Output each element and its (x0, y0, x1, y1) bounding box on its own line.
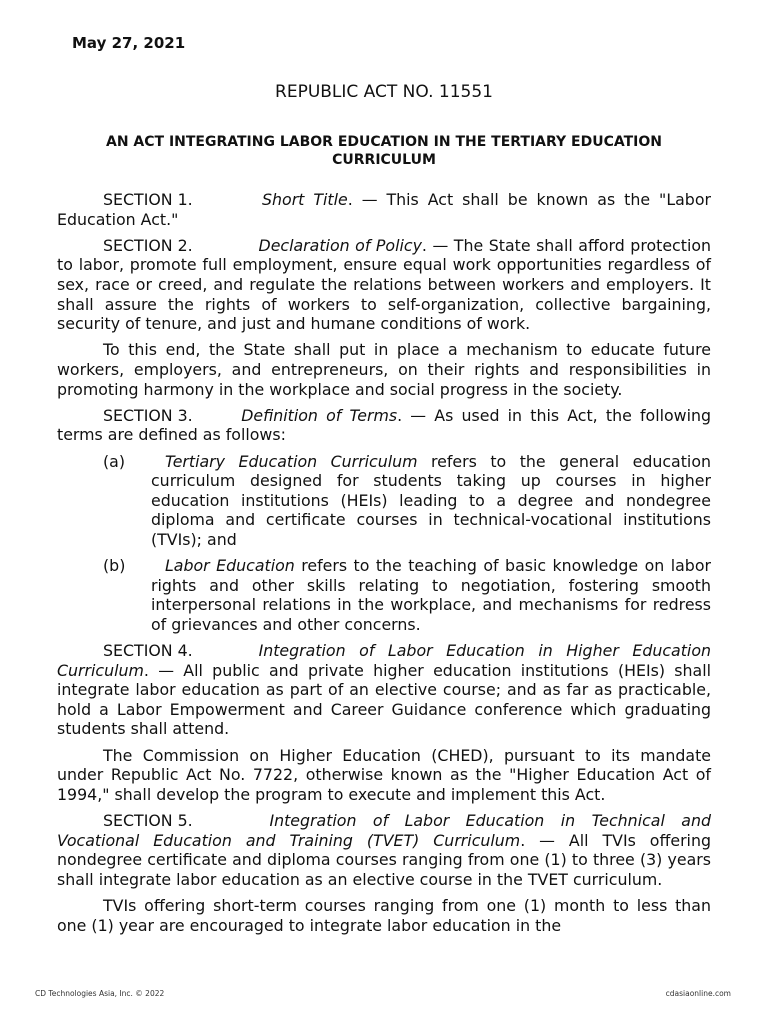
section-text: . — All public and private higher education institutions (HEIs) shall integrate labor education as part of an elective course; and as far as practicable, hold a Labor Empowerment and Career Guidance conference which graduating students shall attend. (57, 660, 711, 739)
definition-text: refers to the teaching of basic knowledge on labor rights and other skills relating to negotiation, fostering smooth interpersonal relations in the workplace, and mechanisms for redress of grievances and other concerns. (151, 556, 711, 634)
section-heading: Integration of Labor Education in Higher Education Curriculum (57, 641, 712, 680)
section-label: SECTION 3. (103, 405, 193, 425)
footer-website: cdasiaonline.com (665, 989, 731, 998)
section-heading: Integration of Labor Education in Technical and Vocational Education and Training (TVET) Curriculum (57, 810, 711, 850)
defined-term: Tertiary Education Curriculum (165, 451, 418, 471)
section-4 (57, 641, 711, 739)
section-2 (57, 236, 711, 334)
section-label: SECTION 5. (103, 810, 193, 830)
item-marker: (b) (103, 556, 126, 576)
section-label: SECTION 1. (103, 190, 193, 209)
section-5 (57, 811, 711, 889)
act-number: REPUBLIC ACT NO. 11551 (275, 82, 493, 102)
section-2-paragraph-2: To this end, the State shall put in place a mechanism to educate future workers, employers, and entrepreneurs, on their rights and responsibilities in promoting harmony in the workplace and social progress in the society. (57, 340, 711, 399)
document-body (57, 190, 711, 942)
section-1 (57, 190, 711, 229)
item-marker: (a) (103, 451, 126, 471)
section-text: . — This Act shall be known as the "Labor Education Act." (57, 190, 711, 229)
section-text: . — The State shall afford protection to labor, promote full employment, ensure equal work opportunities regardless of sex, race or creed, and regulate the relations between workers and employers. It shall assure the rights of workers to self-organization, collective bargaining, security of tenure, and just and humane conditions of work. (57, 235, 712, 334)
section-heading: Declaration of Policy (258, 235, 422, 255)
section-text: . — As used in this Act, the following terms are defined as follows: (57, 405, 712, 445)
section-text: . — All TVIs offering nondegree certificate and diploma courses ranging from one (1) to three (3) years shall integrate labor education as an elective course in the TVET curriculum. (57, 830, 711, 889)
footer-copyright: CD Technologies Asia, Inc. © 2022 (35, 989, 165, 998)
act-title: AN ACT INTEGRATING LABOR EDUCATION IN THE TERTIARY EDUCATION CURRICULUM (105, 134, 662, 168)
section-3 (57, 406, 711, 445)
section-label: SECTION 4. (103, 641, 193, 661)
definition-text: refers to the general education curriculum designed for students taking up courses in higher education institutions (HEIs) leading to a degree and nondegree diploma and certificate courses in technical-vocational institutions (TVIs); and (151, 451, 711, 549)
definition-item-a (57, 452, 711, 550)
defined-term: Labor Education (165, 556, 295, 576)
document-date: May 27, 2021 (72, 34, 186, 52)
section-heading: Definition of Terms (241, 405, 398, 425)
section-label: SECTION 2. (103, 235, 193, 255)
definition-item-b (57, 556, 711, 634)
section-heading: Short Title (261, 190, 348, 209)
section-4-paragraph-2: The Commission on Higher Education (CHED), pursuant to its mandate under Republic Act No. 7722, otherwise known as the "Higher Education Act of 1994," shall develop the program to execute and implement this Act. (57, 745, 711, 804)
section-5-paragraph-2: TVIs offering short-term courses ranging from one (1) month to less than one (1) year are encouraged to integrate labor education in the (57, 895, 711, 935)
